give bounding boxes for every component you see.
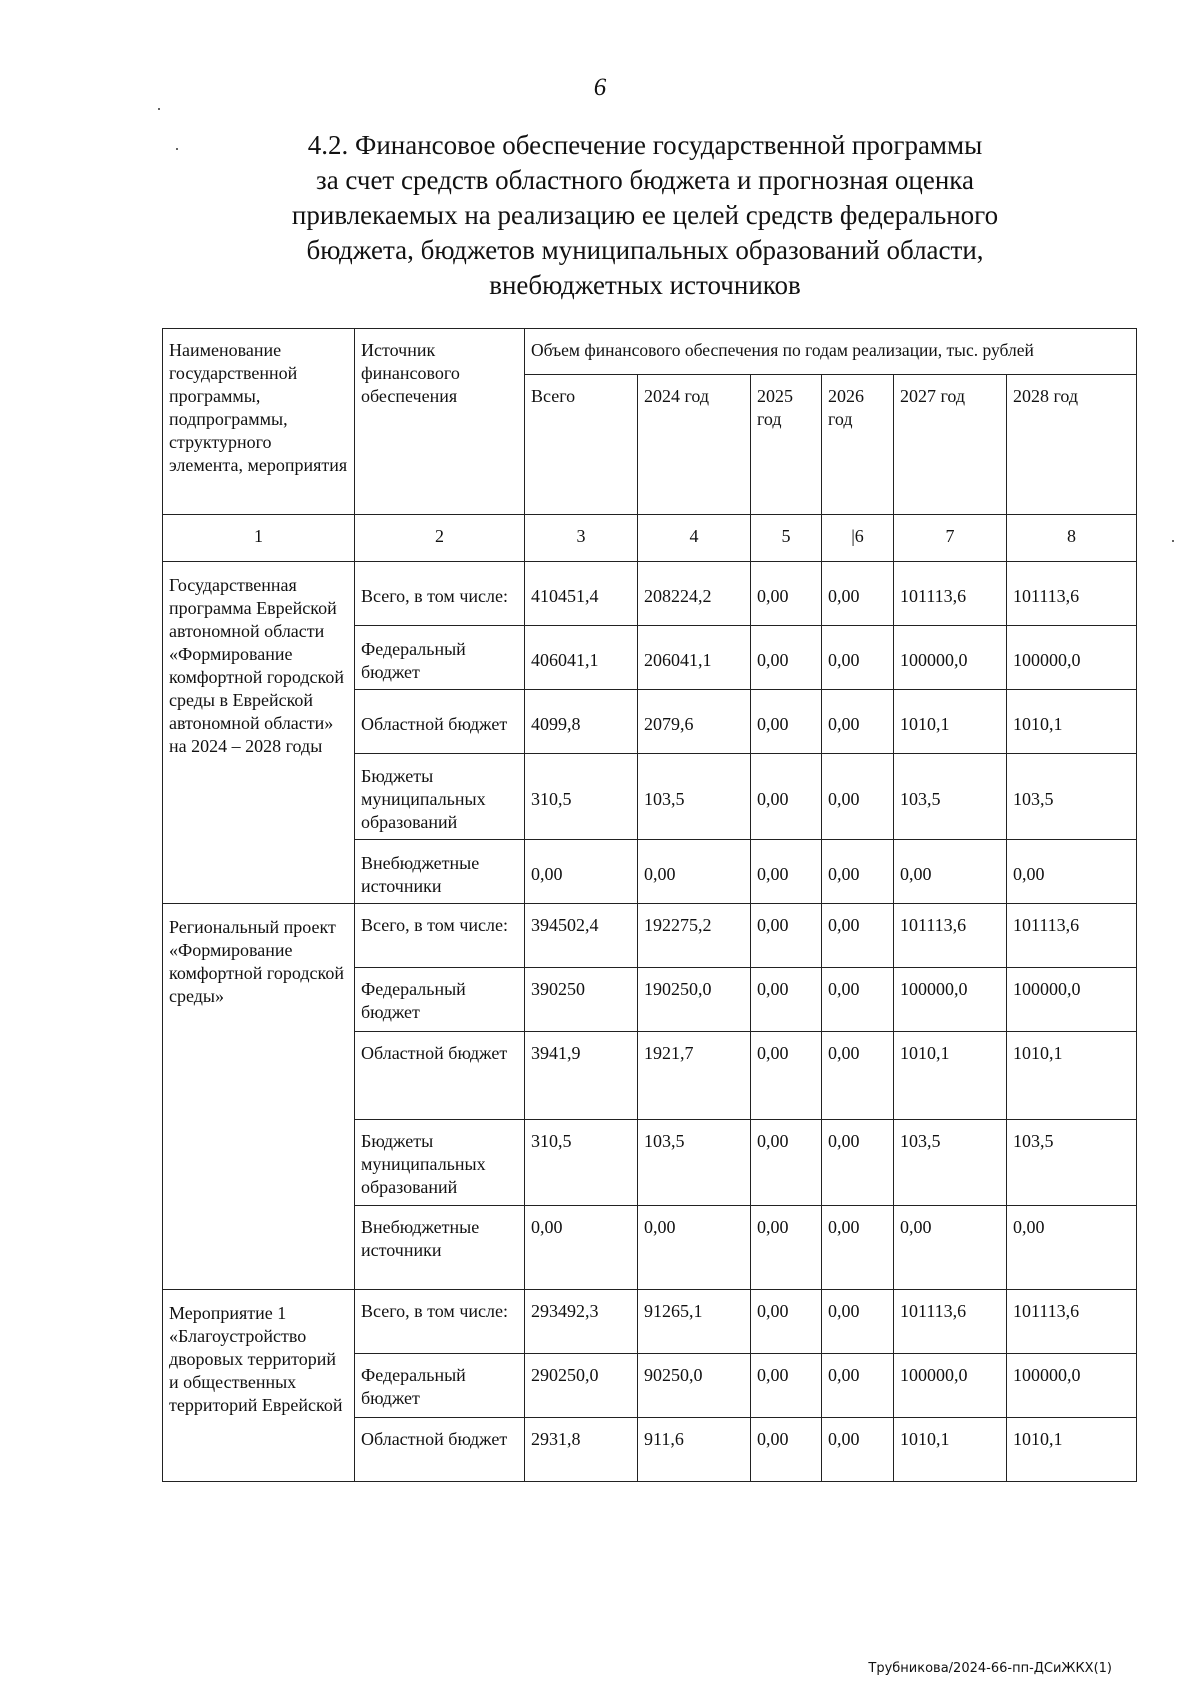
table-body [163, 329, 1137, 1482]
amount-cell: 0,00 [822, 840, 894, 904]
header-year: 2028 год [1007, 375, 1137, 515]
scan-speck [176, 148, 178, 150]
amount-cell: 0,00 [525, 840, 638, 904]
header-year: 2024 год [638, 375, 751, 515]
funding-source: Бюджеты муниципальных образований [355, 754, 525, 840]
row-group-name: Региональный проект «Формирование комфортной городской среды» [163, 904, 355, 1290]
amount-cell: 0,00 [525, 1206, 638, 1290]
amount-cell: 0,00 [751, 562, 822, 626]
financing-table [162, 328, 1137, 1482]
amount-cell: 0,00 [822, 1032, 894, 1120]
amount-cell: 103,5 [638, 754, 751, 840]
amount-cell: 410451,4 [525, 562, 638, 626]
header-year: 2027 год [894, 375, 1007, 515]
column-number: |6 [822, 515, 894, 562]
header-year: 2026 год [822, 375, 894, 515]
amount-cell: 101113,6 [894, 904, 1007, 968]
amount-cell: 103,5 [894, 754, 1007, 840]
amount-cell: 0,00 [822, 904, 894, 968]
row-group-name: Государственная программа Еврейской автономной области «Формирование комфортной городской среды в Еврейской автономной области» на 2024 – 2028 годы [163, 562, 355, 904]
amount-cell: 100000,0 [1007, 1354, 1137, 1418]
amount-cell: 2079,6 [638, 690, 751, 754]
amount-cell: 103,5 [638, 1120, 751, 1206]
table-row [163, 562, 1137, 626]
heading-line: внебюджетных источников [489, 270, 801, 300]
amount-cell: 0,00 [638, 840, 751, 904]
amount-cell: 90250,0 [638, 1354, 751, 1418]
amount-cell: 0,00 [751, 626, 822, 690]
amount-cell: 0,00 [822, 968, 894, 1032]
amount-cell: 0,00 [751, 1032, 822, 1120]
amount-cell: 406041,1 [525, 626, 638, 690]
amount-cell: 1921,7 [638, 1032, 751, 1120]
amount-cell: 101113,6 [894, 562, 1007, 626]
amount-cell: 911,6 [638, 1418, 751, 1482]
funding-source: Внебюджетные источники [355, 1206, 525, 1290]
header-volume-group: Объем финансового обеспечения по годам реализации, тыс. рублей [525, 329, 1137, 375]
header-name-col: Наименование государственной программы, подпрограммы, структурного элемента, мероприятия [163, 329, 355, 515]
amount-cell: 0,00 [822, 562, 894, 626]
header-row [163, 329, 1137, 375]
amount-cell: 0,00 [1007, 840, 1137, 904]
funding-source: Федеральный бюджет [355, 626, 525, 690]
table-row [163, 904, 1137, 968]
amount-cell: 1010,1 [1007, 690, 1137, 754]
funding-source: Бюджеты муниципальных образований [355, 1120, 525, 1206]
amount-cell: 0,00 [751, 968, 822, 1032]
amount-cell: 100000,0 [1007, 968, 1137, 1032]
column-number: 2 [355, 515, 525, 562]
amount-cell: 206041,1 [638, 626, 751, 690]
amount-cell: 192275,2 [638, 904, 751, 968]
column-number: 7 [894, 515, 1007, 562]
funding-source: Всего, в том числе: [355, 562, 525, 626]
amount-cell: 190250,0 [638, 968, 751, 1032]
header-source-col: Источник финансового обеспечения [355, 329, 525, 515]
column-number: 5 [751, 515, 822, 562]
row-group-name: Мероприятие 1 «Благоустройство дворовых территорий и общественных территорий Еврейской [163, 1290, 355, 1482]
amount-cell: 310,5 [525, 1120, 638, 1206]
amount-cell: 1010,1 [894, 1418, 1007, 1482]
amount-cell: 0,00 [822, 1206, 894, 1290]
funding-source: Федеральный бюджет [355, 968, 525, 1032]
amount-cell: 0,00 [751, 904, 822, 968]
funding-source: Областной бюджет [355, 690, 525, 754]
amount-cell: 0,00 [751, 1354, 822, 1418]
heading-line: привлекаемых на реализацию ее целей средств федерального [291, 200, 999, 230]
amount-cell: 0,00 [751, 1206, 822, 1290]
amount-cell: 100000,0 [894, 968, 1007, 1032]
amount-cell: 1010,1 [894, 690, 1007, 754]
document-code: Трубникова/2024-66-пп-ДСиЖКХ(1) [868, 1661, 1112, 1676]
amount-cell: 103,5 [894, 1120, 1007, 1206]
amount-cell: 0,00 [822, 626, 894, 690]
amount-cell: 0,00 [894, 840, 1007, 904]
funding-source: Областной бюджет [355, 1418, 525, 1482]
header-year: 2025 год [751, 375, 822, 515]
header-total: Всего [525, 375, 638, 515]
amount-cell: 208224,2 [638, 562, 751, 626]
amount-cell: 1010,1 [894, 1032, 1007, 1120]
page-number: 6 [593, 74, 607, 101]
amount-cell: 0,00 [751, 840, 822, 904]
amount-cell: 0,00 [822, 690, 894, 754]
amount-cell: 0,00 [822, 754, 894, 840]
amount-cell: 394502,4 [525, 904, 638, 968]
amount-cell: 103,5 [1007, 1120, 1137, 1206]
amount-cell: 0,00 [751, 1418, 822, 1482]
amount-cell: 0,00 [751, 690, 822, 754]
amount-cell: 91265,1 [638, 1290, 751, 1354]
amount-cell: 290250,0 [525, 1354, 638, 1418]
amount-cell: 101113,6 [1007, 904, 1137, 968]
column-number-row [163, 515, 1137, 562]
amount-cell: 0,00 [822, 1290, 894, 1354]
amount-cell: 0,00 [638, 1206, 751, 1290]
amount-cell: 310,5 [525, 754, 638, 840]
column-number: 3 [525, 515, 638, 562]
amount-cell: 103,5 [1007, 754, 1137, 840]
column-number: 1 [163, 515, 355, 562]
section-heading [200, 128, 1090, 303]
amount-cell: 0,00 [822, 1120, 894, 1206]
amount-cell: 0,00 [751, 1120, 822, 1206]
heading-line: за счет средств областного бюджета и прогнозная оценка [316, 165, 974, 195]
amount-cell: 0,00 [751, 754, 822, 840]
funding-source: Федеральный бюджет [355, 1354, 525, 1418]
heading-line: бюджета, бюджетов муниципальных образований области, [306, 235, 984, 265]
amount-cell: 0,00 [894, 1206, 1007, 1290]
amount-cell: 2931,8 [525, 1418, 638, 1482]
amount-cell: 293492,3 [525, 1290, 638, 1354]
column-number: 8 [1007, 515, 1137, 562]
amount-cell: 100000,0 [1007, 626, 1137, 690]
amount-cell: 101113,6 [894, 1290, 1007, 1354]
amount-cell: 100000,0 [894, 1354, 1007, 1418]
amount-cell: 4099,8 [525, 690, 638, 754]
amount-cell: 0,00 [822, 1354, 894, 1418]
amount-cell: 0,00 [822, 1418, 894, 1482]
table-row [163, 1290, 1137, 1354]
scan-speck [158, 108, 160, 110]
funding-source: Внебюджетные источники [355, 840, 525, 904]
amount-cell: 3941,9 [525, 1032, 638, 1120]
amount-cell: 0,00 [751, 1290, 822, 1354]
heading-line: 4.2. Финансовое обеспечение государственной программы [307, 130, 983, 160]
amount-cell: 390250 [525, 968, 638, 1032]
amount-cell: 101113,6 [1007, 562, 1137, 626]
amount-cell: 101113,6 [1007, 1290, 1137, 1354]
amount-cell: 100000,0 [894, 626, 1007, 690]
amount-cell: 1010,1 [1007, 1032, 1137, 1120]
column-number: 4 [638, 515, 751, 562]
amount-cell: 1010,1 [1007, 1418, 1137, 1482]
amount-cell: 0,00 [1007, 1206, 1137, 1290]
funding-source: Областной бюджет [355, 1032, 525, 1120]
funding-source: Всего, в том числе: [355, 904, 525, 968]
scan-speck [1172, 540, 1174, 542]
funding-source: Всего, в том числе: [355, 1290, 525, 1354]
